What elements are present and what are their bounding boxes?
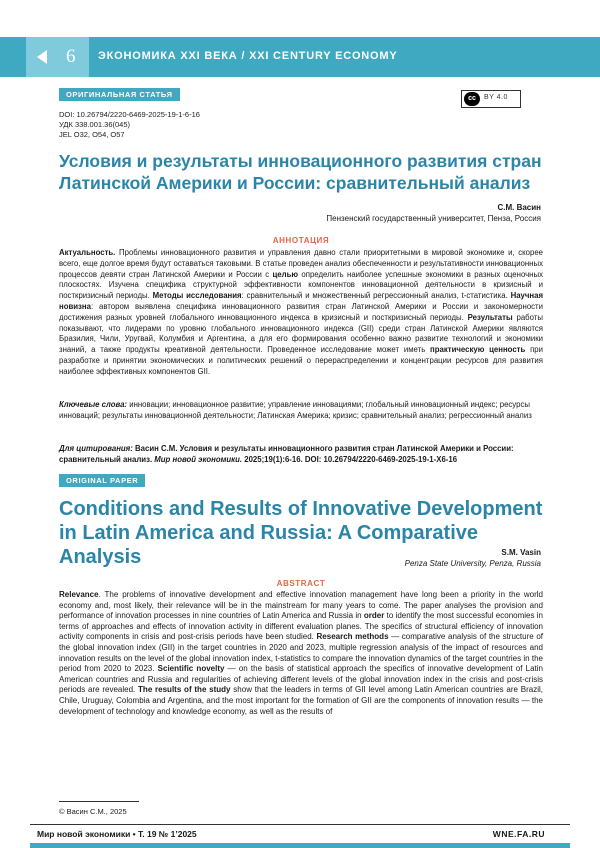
text-relevance-en: . The problems of innovative development and effective innovation management have long been a priority in the world economy and, most likely, their relevance will be in the mainstream for many years to come. The paper analyses the provision and performance of innovation processes in nine countries of Latin America and Russia in — [59, 590, 543, 621]
abstract-heading-en: ABSTRACT — [276, 579, 326, 588]
abstract-en — [59, 590, 543, 717]
label-results-en: The results of the study — [138, 685, 231, 695]
udk: УДК 338.001.36(045) — [59, 120, 131, 129]
journal-title: ЭКОНОМИКА XXI ВЕКА / XXI CENTURY ECONOMY — [98, 50, 398, 62]
label-methods-en: Research methods — [316, 632, 389, 642]
title-ru-line1: Условия и результаты инновационного развития стран — [59, 151, 542, 171]
label-relevance: Актуальность. — [59, 248, 116, 257]
footnote-rule — [59, 801, 139, 802]
label-novelty: Научная новизна — [59, 291, 544, 311]
title-ru-line2: Латинской Америки и России: сравнительный анализ — [59, 173, 531, 193]
citation-journal: Мир новой экономики. — [154, 454, 243, 464]
label-order-en: order — [363, 611, 385, 621]
doi[interactable]: DOI: 10.26794/2220-6469-2025-19-1-6-16 — [59, 110, 200, 119]
affiliation-ru: Пензенский государственный университет, Пенза, Россия — [326, 214, 541, 223]
text-methods: : сравнительный и множественный регрессионный анализ, t-статистика. — [241, 291, 511, 301]
label-goal: целью — [272, 269, 299, 279]
citation-ru — [59, 444, 543, 466]
label-novelty-en: Scientific novelty — [157, 664, 225, 674]
label-relevance-en: Relevance — [59, 590, 99, 599]
title-en-line1: Conditions and Results of Innovative Development — [59, 498, 543, 520]
keywords-text: инновации; инновационное развитие; управление инновациями; глобальный инновационный индекс; ресурсы инноваций; результаты инновационной деятельности; Латинская Америка; кризис; сравнительный анализ; регрессионный анализ — [59, 400, 532, 420]
jel-codes: JEL O32, O54, O57 — [59, 130, 125, 139]
text-results-en: show that the leaders in terms of GII level among Latin American countries are Brazil, Chile, Uruguay, Colombia and Argentina, and the most important for the formation of GII are the components of innovation results — the development of technology and knowledge economy, as well as the results of — [59, 685, 543, 716]
text-results: работы показывают, что лидерами по уровню глобального инновационного индекса (GII) среди стран Латинской Америки являются Бразилия, Чили, Уругвай, Колумбия и Аргентина, а для его формирования особенно важно развитие технологий и экономики знаний, а также продукты креативной деятельности. Проведенное исследование может иметь — [59, 312, 543, 355]
left-arrow-icon — [37, 50, 47, 64]
abstract-heading-ru: АННОТАЦИЯ — [272, 236, 330, 245]
text-novelty-en: — on the basis of statistical approach the specifics of innovative development of Latin American countries and Russia and regularities of achieving different levels of the global innovation index in the crisis and post-crisis periods are revealed. — [59, 664, 544, 695]
author-en: S.M. Vasin — [501, 548, 541, 557]
text-goal: определить наиболее успешные экономики в разных оценочных плоскостях. Изучена специфика структурной эффективности компонентов инновационной деятельности в кризисный и посткризисный периоды. — [59, 269, 543, 301]
copyright: © Васин С.М., 2025 — [59, 807, 127, 816]
page-tab — [26, 37, 89, 77]
article-type-tag-en: ORIGINAL PAPER — [59, 474, 145, 487]
label-methods: Методы исследования — [152, 291, 242, 301]
cc-icon: cc — [464, 92, 480, 106]
title-ru — [59, 150, 559, 194]
text-relevance: Проблемы инновационного развития и управления давно стали приоритетными в мировой экономике и, скорее всего, еще долгое время будут оставаться таковыми. В статье проведен анализ обеспеченности и результативности инновационных процессов девяти стран Латинской Америки и России с — [59, 248, 543, 279]
license-label: BY 4.0 — [484, 94, 508, 101]
text-order-en: to identify the most successful economies in terms of approaches and effects of innovation activity in different evaluation planes. The specifics of structural efficiency of innovation activity components in crisis and post-crisis periods have been studied. — [59, 611, 544, 642]
affiliation-en: Penza State University, Penza, Russia — [404, 559, 541, 568]
article-type-tag-ru: ОРИГИНАЛЬНАЯ СТАТЬЯ — [59, 88, 180, 101]
author-ru: С.М. Васин — [497, 203, 541, 212]
label-practical: практическую ценность — [430, 345, 526, 355]
footer-rule — [30, 824, 570, 825]
keywords-label: Ключевые слова: — [59, 400, 128, 409]
text-novelty: : автором выявлена специфика инновационного развития стран Латинской Америки и России и закономерности достижения разных уровней глобального инновационного индекса в кризисный и посткризисный периоды. — [59, 301, 543, 322]
text-practical: при разработке и принятии экономических и политических решений о перераспределении и концентрации ресурсов для развития наиболее эффективных компонентов GII. — [59, 345, 543, 376]
footer-bar — [30, 843, 570, 848]
citation-text: Васин С.М. Условия и результаты инновационного развития стран Латинской Америки и России: сравнительный анализ. — [59, 444, 514, 464]
journal-header-bar — [0, 37, 600, 77]
citation-tail: 2025;19(1):6-16. DOI: 10.26794/2220-6469-2025-19-1-Х6-16 — [242, 454, 458, 464]
footer-website-link[interactable]: WNE.FA.RU — [492, 829, 545, 839]
text-methods-en: — comparative analysis of the structure of the global innovation index (GII) in the target countries in 2020 and 2023, multiple regression analysis of the impact of resources and innovation results on the level of the global innovation index, t-statistics to compare the innovation dynamics of the target countries in the period from 2020 to 2023. — [59, 632, 543, 674]
title-en-line2: in Latin America and Russia: A Comparative Analysis — [59, 522, 478, 568]
abstract-ru — [59, 248, 543, 378]
label-results: Результаты — [467, 312, 513, 322]
keywords-ru — [59, 400, 543, 422]
citation-label: Для цитирования: — [59, 444, 133, 453]
footer-journal: Мир новой экономики • Т. 19 № 1’2025 — [37, 829, 197, 839]
license-badge[interactable] — [461, 90, 521, 108]
page-number: 6 — [66, 46, 76, 67]
